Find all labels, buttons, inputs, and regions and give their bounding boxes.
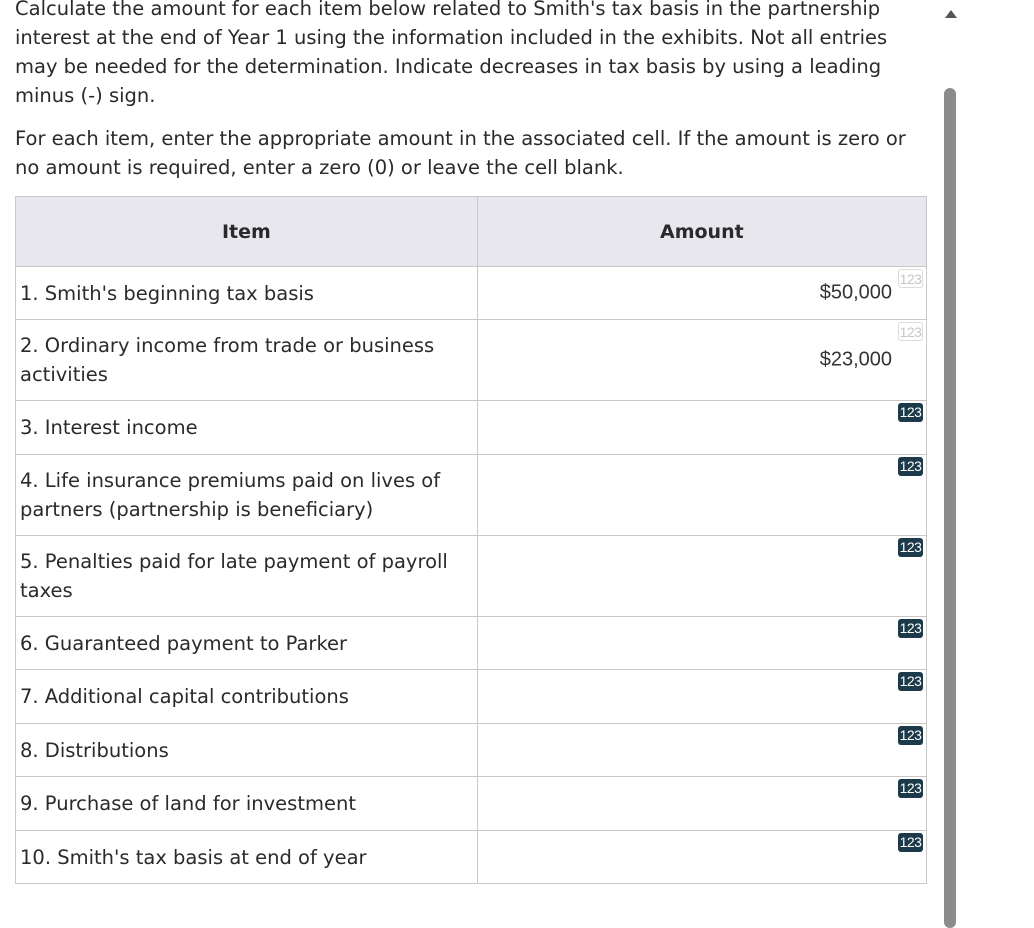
item-label: 3. Interest income bbox=[16, 401, 478, 455]
amount-cell[interactable] bbox=[477, 617, 926, 670]
table-row bbox=[16, 831, 927, 884]
table-row bbox=[16, 724, 927, 777]
table-row bbox=[16, 670, 927, 724]
item-label: 4. Life insurance premiums paid on lives of partners (partnership is beneficiary) bbox=[16, 455, 478, 536]
item-label: 2. Ordinary income from trade or business activities bbox=[16, 320, 478, 401]
item-label: 1. Smith's beginning tax basis bbox=[16, 267, 478, 320]
item-label: 5. Penalties paid for late payment of payroll taxes bbox=[16, 536, 478, 617]
item-label: 7. Additional capital contributions bbox=[16, 670, 478, 724]
tax-basis-table bbox=[15, 196, 927, 884]
numeric-input-icon: 123 bbox=[899, 673, 922, 689]
numeric-input-icon: 123 bbox=[899, 458, 922, 474]
scroll-up-arrow-icon[interactable] bbox=[945, 10, 957, 18]
table-row bbox=[16, 267, 927, 320]
amount-cell[interactable] bbox=[477, 320, 926, 401]
table-row bbox=[16, 401, 927, 455]
numeric-input-icon: 123 bbox=[899, 620, 922, 636]
table-row bbox=[16, 320, 927, 401]
amount-cell[interactable] bbox=[477, 777, 926, 831]
numeric-input-icon: 123 bbox=[899, 539, 922, 555]
numeric-input-icon: 123 bbox=[899, 780, 922, 796]
amount-cell[interactable] bbox=[477, 831, 926, 884]
table-row bbox=[16, 617, 927, 670]
numeric-input-icon: 123 bbox=[899, 324, 922, 340]
instructions bbox=[15, 0, 927, 182]
amount-cell[interactable] bbox=[477, 401, 926, 455]
amount-column-header: Amount bbox=[477, 197, 926, 267]
table-row bbox=[16, 536, 927, 617]
instructions-paragraph-1: Calculate the amount for each item below related to Smith's tax basis in the partnership interest at the end of Year 1 using the information included in the exhibits. Not all entries may be needed for the determination. Indicate decreases in tax basis by using a leading minus (-) sign. bbox=[15, 0, 888, 107]
item-label: 10. Smith's tax basis at end of year bbox=[16, 831, 478, 884]
numeric-input-icon: 123 bbox=[899, 834, 922, 850]
table-row bbox=[16, 455, 927, 536]
amount-cell[interactable] bbox=[477, 670, 926, 724]
numeric-input-icon: 123 bbox=[899, 271, 922, 287]
numeric-input-icon: 123 bbox=[899, 727, 922, 743]
item-column-header: Item bbox=[16, 197, 478, 267]
table-row bbox=[16, 777, 927, 831]
numeric-input-icon: 123 bbox=[899, 404, 922, 420]
amount-cell[interactable] bbox=[477, 724, 926, 777]
amount-cell[interactable] bbox=[477, 536, 926, 617]
item-label: 9. Purchase of land for investment bbox=[16, 777, 478, 831]
amount-cell[interactable] bbox=[477, 455, 926, 536]
item-label: 6. Guaranteed payment to Parker bbox=[16, 617, 478, 670]
item-label: 8. Distributions bbox=[16, 724, 478, 777]
amount-cell[interactable] bbox=[477, 267, 926, 320]
amount-value[interactable]: $50,000 bbox=[819, 281, 892, 304]
amount-value[interactable]: $23,000 bbox=[819, 348, 892, 371]
instructions-paragraph-2: For each item, enter the appropriate amount in the associated cell. If the amount is zero or no amount is required, enter a zero (0) or leave the cell blank. bbox=[15, 127, 906, 179]
table-header-row bbox=[16, 197, 927, 267]
scrollbar-thumb[interactable] bbox=[944, 88, 956, 928]
